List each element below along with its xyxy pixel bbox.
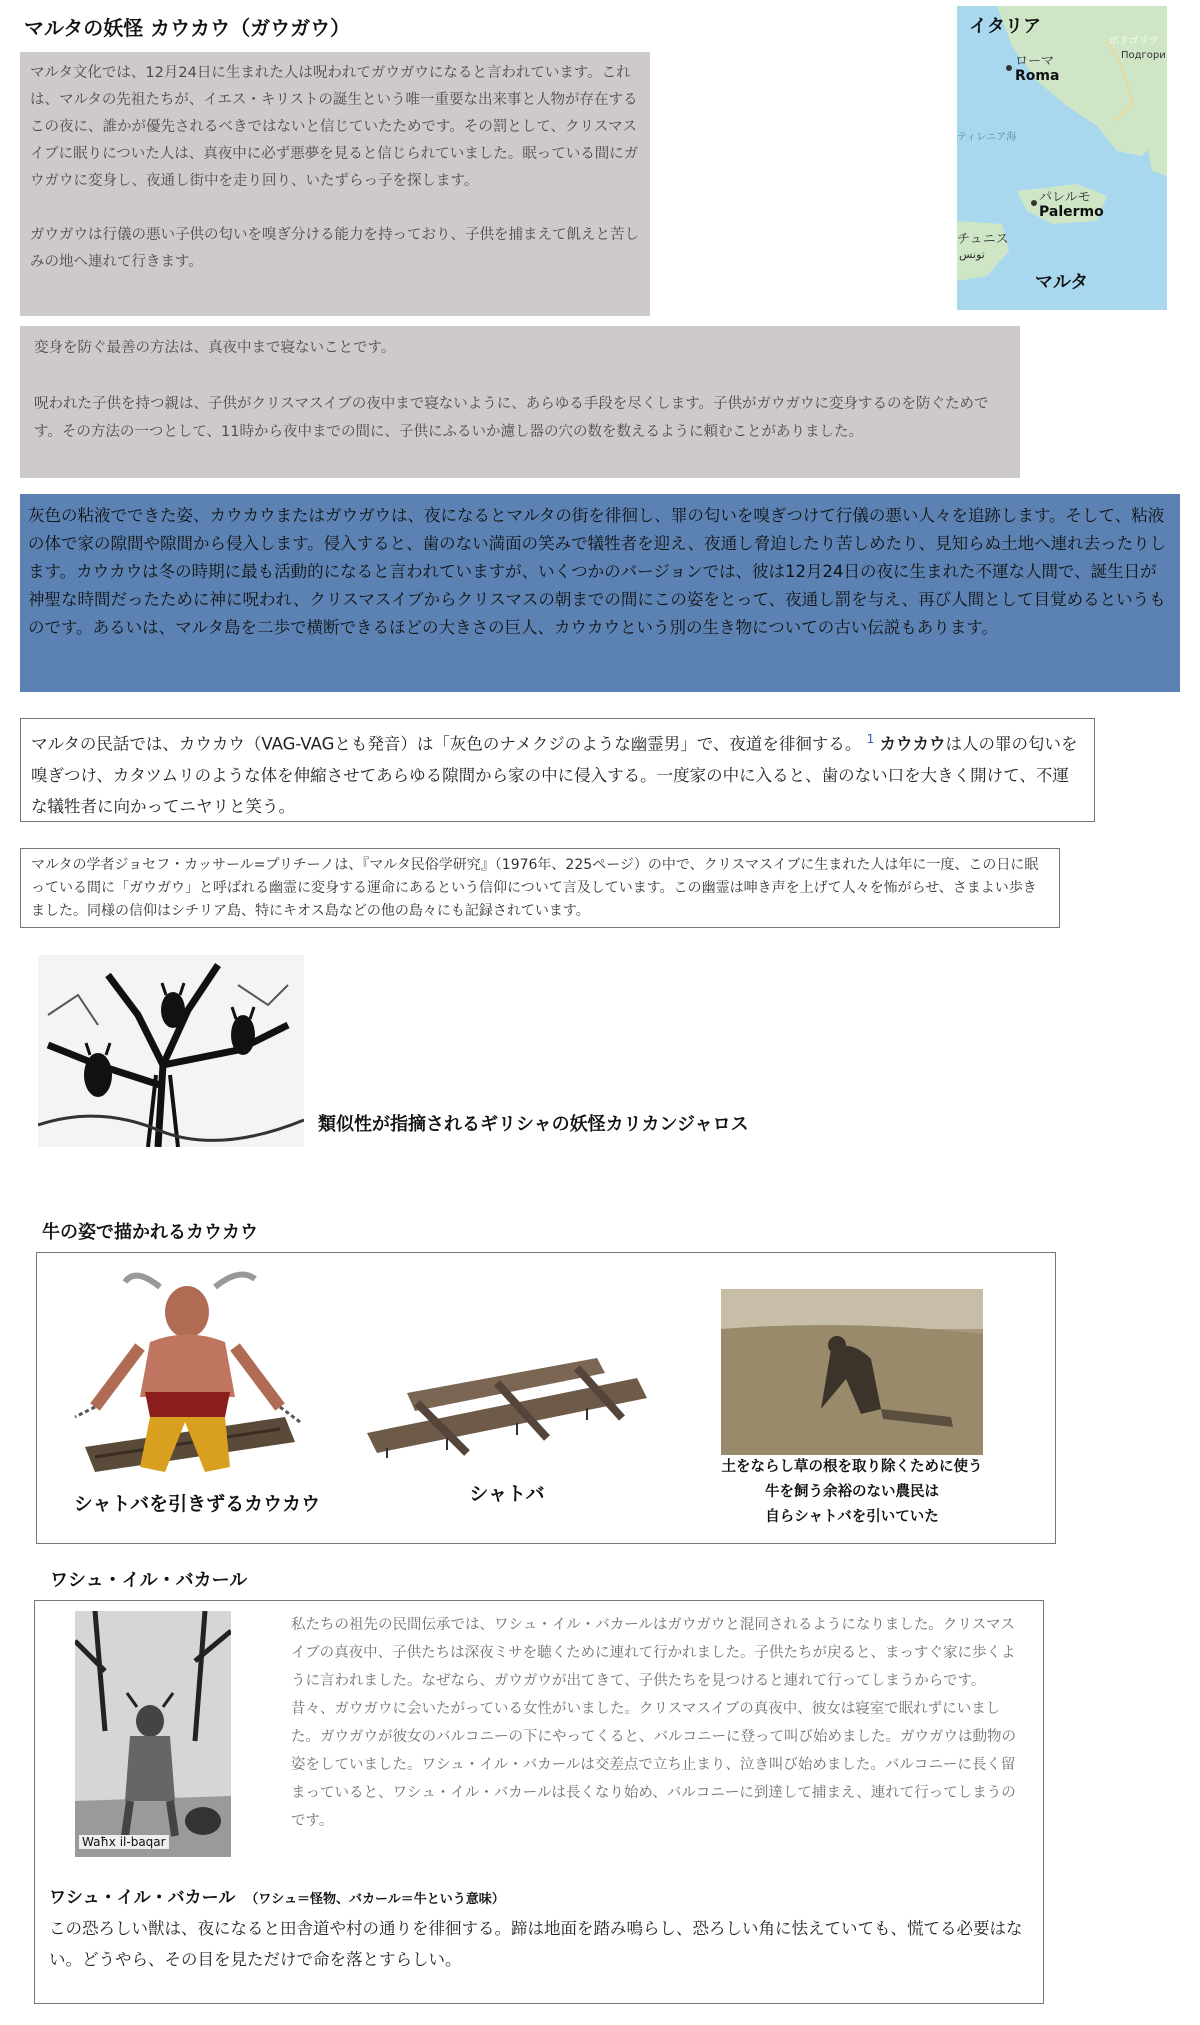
farmer-photo: [721, 1289, 983, 1455]
intro-box: [20, 52, 650, 316]
map-label-tunis-ar: تونس: [959, 248, 985, 261]
map-label-palermo-jp: パレルモ: [1039, 190, 1091, 205]
washu-story: [291, 1611, 1021, 1835]
scholar-paragraph: マルタの学者ジョセフ・カッサール=プリチーノは、『マルタ民俗学研究』（1976年、225ページ）の中で、クリスマスイブに生まれた人は年に一度、この日に眠っている間に「ガウガウ」と呼ばれる幽霊に変身する運命にあるという信仰について言及しています。この幽霊は呻き声を上げて人々を怖がらせ、さまよい歩きました。同様の信仰はシチリア島、特にキオス島などの他の島々にも記録されています。: [31, 857, 1039, 919]
washu-subtitle-note: （ワシュ＝怪物、バカール＝牛という意味）: [245, 1892, 505, 1907]
scholar-box: [20, 848, 1060, 928]
map-label-podgorica-cyr: Подгори: [1121, 50, 1166, 61]
prevention-box: [20, 326, 1020, 478]
reference-link[interactable]: 1: [866, 732, 875, 746]
washu-subtitle-name: ワシュ・イル・バカール: [49, 1888, 236, 1908]
map-label-italy: イタリア: [969, 16, 1041, 37]
map-label-palermo: Palermo: [1039, 204, 1104, 220]
bull-section-heading: 牛の姿で描かれるカウカウ: [42, 1222, 258, 1243]
map-label-malta: マルタ: [1035, 272, 1089, 293]
washu-section-heading: ワシュ・イル・バカール: [50, 1570, 248, 1591]
washu-illustration-label: Waħx il-baqar: [79, 1835, 169, 1849]
map-label-rome: Roma: [1015, 68, 1060, 84]
bull-figure-box: [36, 1252, 1056, 1544]
map-label-rome-jp: ローマ: [1015, 54, 1055, 69]
xatba-image: [357, 1353, 657, 1463]
intro-paragraph-2: ガウガウは行儀の悪い子供の匂いを嗅ぎ分ける能力を持っており、子供を捕まえて飢えと苦しみの地へ連れて行きます。: [30, 227, 639, 270]
folktale-box: [20, 718, 1095, 822]
map-label-tyrrhenian: ティレニア海: [957, 132, 1017, 143]
folktale-bold-term: カウカウ: [879, 734, 946, 754]
kallikantzaros-drawing: [38, 955, 304, 1147]
farmer-photo-caption: 土をならし草の根を取り除くために使う 牛を飼う余裕のない農民は 自らシャトバを引いていた: [721, 1459, 983, 1525]
description-blue-box: [20, 494, 1180, 692]
map-label-podgorica: ポドゴリツ: [1109, 36, 1159, 47]
prevention-paragraph-1: 変身を防ぐ最善の方法は、真夜中まで寝ないことです。: [34, 340, 396, 356]
washu-drawing: [75, 1611, 231, 1857]
prevention-paragraph-2: 呪われた子供を持つ親は、子供がクリスマスイブの夜中まで寝ないように、あらゆる手段を尽くします。子供がガウガウに変身するのを防ぐためです。その方法の一つとして、11時から夜中までの間に、子供にふるいか濾し器の穴の数を数えるように頼むことがありました。: [34, 396, 989, 440]
page-title: マルタの妖怪 カウカウ（ガウガウ）: [24, 16, 351, 40]
kawkaw-dragging-caption: シャトバを引きずるカウカウ: [73, 1493, 321, 1515]
intro-paragraph-1: マルタ文化では、12月24日に生まれた人は呪われてガウガウになると言われています。これは、マルタの先祖たちが、イエス・キリストの誕生という唯一重要な出来事と人物が存在するこの夜に、誰かが優先されるべきではないと信じていたためです。その罰として、クリスマスイブに眠りについた人は、真夜中に必ず悪夢を見ると信じられていました。眠っている間にガウガウに変身し、夜通し街中を走り回り、いたずらっ子を探します。: [30, 65, 639, 189]
washu-description-paragraph: この恐ろしい獣は、夜になると田舎道や村の通りを徘徊する。蹄は地面を踏み鳴らし、恐ろしい角に怯えていても、慌てる必要はない。どうやら、その目を見ただけで命を落とすらしい。: [49, 1919, 1023, 1969]
washu-box: [34, 1600, 1044, 2004]
kallikantzaros-illustration: [38, 955, 304, 1147]
map-label-tunis: チュニス: [957, 232, 1009, 247]
washu-illustration: [75, 1611, 231, 1857]
folktale-paragraph: [31, 724, 1084, 822]
kawkaw-dragging-image: [65, 1267, 315, 1487]
washu-subtitle: [49, 1883, 949, 1908]
washu-story-paragraph: 私たちの祖先の民間伝承では、ワシュ・イル・バカールはガウガウと混同されるようになりました。クリスマスイブの真夜中、子供たちは深夜ミサを聴くために連れて行かれました。子供たちが戻ると、まっすぐ家に歩くように言われました。なぜなら、ガウガウが出てきて、子供たちを見つけると連れて行ってしまうからです。昔々、ガウガウに会いたがっている女性がいました。クリスマスイブの真夜中、彼女は寝室で眠れずにいました。ガウガウが彼女のバルコニーの下にやってくると、バルコニーに登って叫び始めました。ガウガウは動物の姿をしていました。ワシュ・イル・バカールは交差点で立ち止まり、泣き叫び始めました。バルコニーに長く留まっていると、ワシュ・イル・バカールは長くなり始め、バルコニーに到達して捕まえ、連れて行ってしまうのです。: [291, 1617, 1016, 1829]
washu-description: [49, 1913, 1029, 1975]
kallikantzaros-caption: 類似性が指摘されるギリシャの妖怪カリカンジャロス: [318, 1114, 749, 1135]
malta-map: [957, 6, 1167, 310]
folktale-text-before: マルタの民話では、カウカウ（VAG-VAGとも発音）は「灰色のナメクジのような幽霊男」で、夜道を徘徊する。: [31, 734, 862, 754]
description-paragraph: 灰色の粘液でできた姿、カウカウまたはガウガウは、夜になるとマルタの街を徘徊し、罪の匂いを嗅ぎつけて行儀の悪い人々を追跡します。そして、粘液の体で家の隙間や隙間から侵入します。侵入すると、歯のない満面の笑みで犠牲者を迎え、夜通し脅迫したり苦しめたり、見知らぬ土地へ連れ去ったりします。カウカウは冬の時期に最も活動的になると言われていますが、いくつかのバージョンでは、彼は12月24日の夜に生まれた不運な人間で、誕生日が神聖な時間だったために神に呪われ、クリスマスイブからクリスマスの朝までの間にこの姿をとって、夜通し罰を与え、再び人間として目覚めるというものです。あるいは、マルタ島を二歩で横断できるほどの大きさの巨人、カウカウという別の生き物についての古い伝説もあります。: [28, 506, 1167, 637]
folktale-text-after: は人の罪の匂いを嗅ぎつけ、カタツムリのような体を伸縮させてあらゆる隙間から家の中に侵入する。一度家の中に入ると、歯のない口を大きく開けて、不運な犠牲者に向かってニヤリと笑う。: [31, 734, 1078, 816]
xatba-caption: シャトバ: [469, 1483, 545, 1505]
